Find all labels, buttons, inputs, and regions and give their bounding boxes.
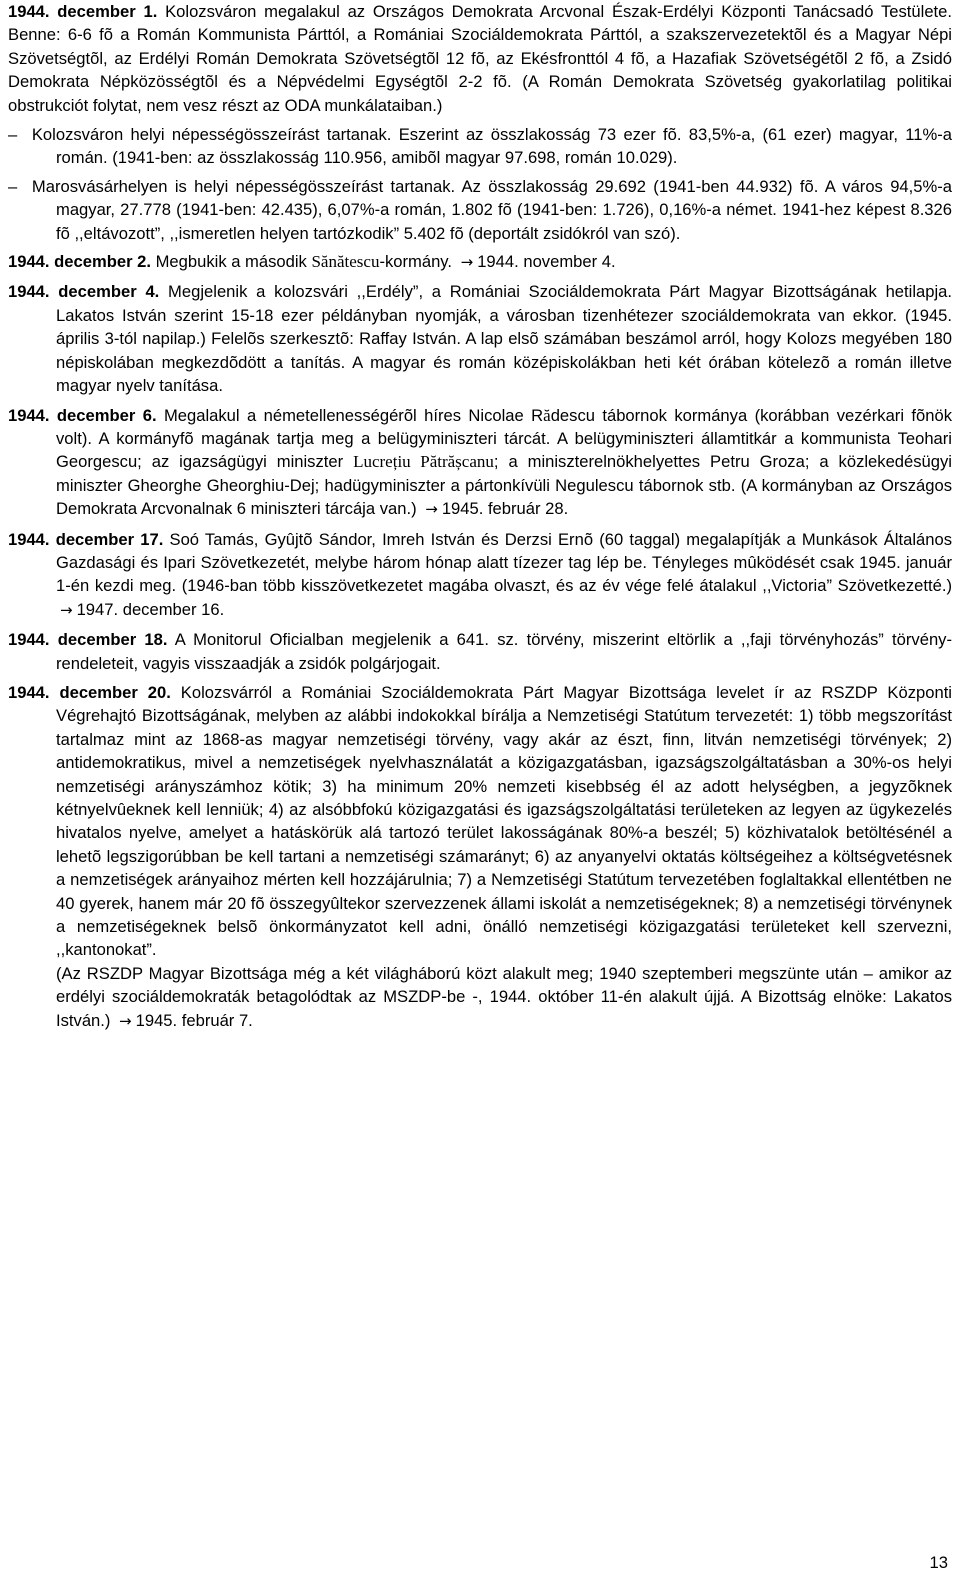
arrow-right-icon: → (119, 1011, 132, 1030)
entry-text: Kolozsvárról a Romániai Szociáldemokrata Párt Magyar Bizottsága levelet ír az RSZDP Központi Végrehajtó Bizottságának, melyben az alábbi indokokkal bírálja a Nemzetiségi Statútum tervezetét: 1) több megszorítást tartalmaz mint az 1868-as magyar nemzetiségi törvény, vagy akár az észt, finn, litván nemzetiségi törvények; 2) antidemokratikus, mivel a nemzetiségek nyelvhasználatát a közigazgatásban, igazságszolgáltatásban a 30%-os helyi nemzetiségi arányszámhoz kötik; 3) ha minimum 20% nemzeti kisebbség él az adott helységben, a jegyzõknek kétnyelvûeknek kell lenniük; 4) az alsóbbfokú közigazgatási és igazságszolgáltatási területeken az legyen az ügykezelés hivatalos nyelve, amelyet a hatáskörük alá tartozó terület lakosságának 80%-a beszél; 5) közhivatalok betöltésénél a lehetõ legszigorúbban be kell tartani a nemzetiségi számarányt; 6) az anyanyelvi oktatás költségeihez a költségvetésnek a nemzetiségek arányaihoz mérten kell hozzájárulnia; 7) a Nemzetiségi Statútum tervezetében foglaltakkal ellentétben ne 40 gyerek, hanem már 20 fõ összegyûltekor szervezzenek állami iskolát a nemzetiségeknek; 8) a nemzetiségi törvénynek a nemzetiségeknek belsõ önkormányzatot kell adni, önálló nemzetiségi közigazgatási területeket kell szervezni, ,,kantonokat”. (56, 682, 952, 960)
person-name: Sănătescu (311, 252, 380, 272)
entry-date: 1944. december 2. (8, 252, 151, 272)
entry-text: Soó Tamás, Gyûjtõ Sándor, Imreh István és Derzsi Ernõ (60 taggal) megalapítják a Munkások Általános Gazdasági és Ipari Szövetkezetét, melybe három hónap alatt tízezer tag lép be. Tényleges mûködését csak 1945. január 1-én kezdi meg. (1946-ban több kisszövetkezetet magába olvaszt, és az év vége felé átalakul ,,Victoria” Szövetkezetté.) (56, 529, 952, 596)
entry-text: A Monitorul Oficialban megjelenik a 641. sz. törvény, miszerint eltörlik a ,,faji törvényhozás” törvény-rendeleteit, vagyis visszaadják a zsidók polgárjogait. (56, 630, 952, 673)
entry-text: Megalakul a németellenességérõl híres Nicolae R (156, 405, 544, 425)
entry-text-cont: descu tábornok kormánya (korábban vezérkari fõnök volt). A kormányfõ magának tartja meg a belügyminiszteri tárcát. A belügyminiszteri államtitkár a kommunista Teohari Georgescu; az igazságügyi miniszter (56, 405, 952, 472)
entry-text: Megjelenik a kolozsvári ,,Erdély”, a Romániai Szociáldemokrata Párt Magyar Bizottságának hetilapja. Lakatos István szerint 15-18 ezer példányban nyomják, a városban tizenhétezer szociáldemokrata van ekkor. (1945. április 3-tól napilap.) Felelõs szerkesztõ: Raffay István. A lap elsõ számában beszámol arról, hogy Kolozs megyében 180 népiskolában megkezdõdött a tanítás. A magyar és román középiskolákban heti két órában kötelezõ a román illetve magyar nyelv tanítása. (56, 282, 953, 396)
entry-text: Megbukik a második (150, 252, 312, 272)
entry-dec-4 (8, 280, 952, 397)
cross-reference: 1944. november 4. (477, 252, 616, 272)
cross-reference: 1945. február 7. (135, 1010, 253, 1030)
dash-item-text: Marosvásárhelyen is helyi népességösszeírást tartanak. Az összlakosság 29.692 (1941-ben 44.932) fõ. A város 94,5%-a magyar, 27.778 (1941-ben: 42.435), 6,07%-a román, 1.802 fõ (1941-ben: 1.726), 0,16%-a német. 1941-hez képest 8.326 fõ ,,eltávozott”, ,,ismeretlen helyen tartózkodik” 5.402 fõ (deportált zsidókról van szó). (31, 176, 953, 243)
entry-dec-20-note (8, 962, 952, 1033)
entry-dec-6 (8, 404, 952, 522)
entry-text-tail: ; a miniszterelnökhelyettes Petru Groza; a közlekedésügyi miniszter Gheorghe Gheorghiu-Dej; hadügyminiszter a pártonkívüli Negulescu tábornok stb. (A kormányban az Országos Demokrata Arcvonalnak 6 miniszteri tárcája van.) (56, 452, 952, 519)
dash-item-text: Kolozsváron helyi népességösszeírást tartanak. Eszerint az összlakosság 73 ezer fõ. 83,5%-a, (61 ezer) magyar, 11%-a román. (1941-ben: az összlakosság 110.956, amibõl magyar 97.698, román 10.029). (31, 125, 953, 168)
entry-date: 1944. december 20. (8, 682, 171, 702)
entry-date: 1944. december 18. (8, 630, 168, 650)
entry-text-tail: -kormány. (379, 252, 452, 272)
note-text: (Az RSZDP Magyar Bizottsága még a két világháború közt alakult meg; 1940 szeptemberi megszünte után – amikor az erdélyi szociáldemokraták betagolódtak az MSZDP-be -, 1944. október 11-én alakult újjá. A Bizottság elnöke: Lakatos István.) (56, 963, 952, 1030)
entry-dec-2 (8, 250, 952, 274)
entry-date: 1944. december 17. (8, 529, 164, 549)
entry-dec-20 (8, 681, 952, 962)
cross-reference: 1947. december 16. (76, 599, 225, 619)
cross-reference: 1945. február 28. (441, 499, 569, 519)
entry-dec-18 (8, 628, 952, 675)
entry-dec-1 (8, 0, 952, 117)
arrow-right-icon: → (60, 600, 73, 619)
entry-date: 1944. december 1. (8, 2, 158, 21)
page-number: 13 (929, 1553, 948, 1572)
arrow-right-icon: → (460, 253, 474, 272)
entry-dec-17 (8, 528, 952, 623)
entry-text: Kolozsváron megalakul az Országos Demokrata Arcvonal Észak-Erdélyi Központi Tanácsadó Testülete. Benne: 6-6 fõ a Román Kommunista Párttól, a Romániai Szociáldemokrata Párttól, a szakszervezetektõl és a Magyar Népi Szövetségtõl, az Erdélyi Román Demokrata Szövetségtõl 12 fõ, az Ekésfronttól 4 fõ, a Hazafiak Szövetségétõl 2 fõ, a Zsidó Demokrata Népközösségtõl és a Népvédelmi Egységtõl 2-2 fõ. (A Román Demokrata Szövetség gyakorlatilag politikai obstrukciót folytat, nem vesz részt az ODA munkálataiban.) (8, 2, 952, 115)
arrow-right-icon: → (425, 500, 438, 519)
person-name: Lucrețiu Pătrășcanu (353, 452, 494, 472)
diacritic-letter: ă (543, 405, 551, 425)
entry-date: 1944. december 4. (8, 282, 160, 302)
dash-item-marosvasarhely-census: – Marosvásárhelyen is helyi népességösszeírást tartanak. Az összlakosság 29.692 (1941-ben 44.932) fõ. A város 94,5%-a magyar, 27.778 (1941-ben: 42.435), 6,07%-a román, 1.802 fõ (1941-ben: 1.726), 0,16%-a német. 1941-hez képest 8.326 fõ ,,eltávozott”, ,,ismeretlen helyen tartózkodik” 5.402 fõ (deportált zsidókról van szó). (8, 176, 953, 243)
entry-date: 1944. december 6. (8, 405, 157, 425)
dash-item-kolozsvar-census: – Kolozsváron helyi népességösszeírást tartanak. Eszerint az összlakosság 73 ezer fõ. 83,5%-a, (61 ezer) magyar, 11%-a román. (1941-ben: az összlakosság 110.956, amibõl magyar 97.698, román 10.029). (8, 125, 953, 168)
